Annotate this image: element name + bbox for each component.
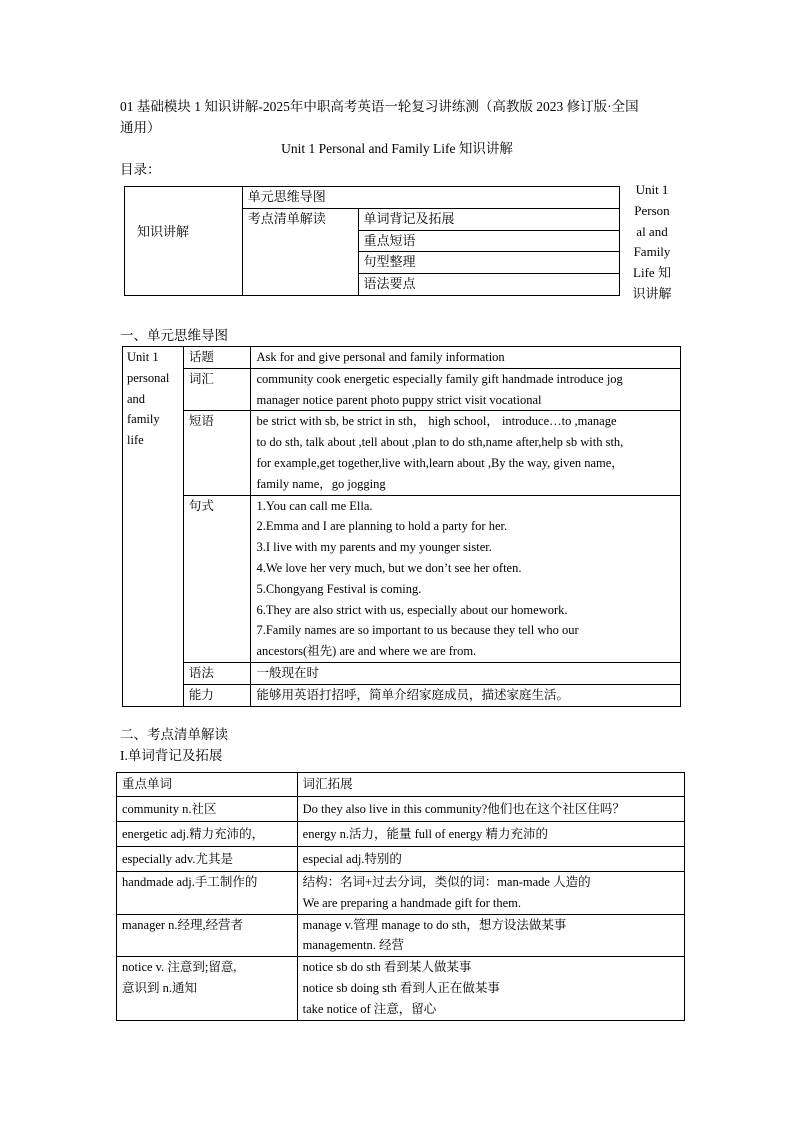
ext-line: Do they also live in this community?他们也在这个社区住吗？: [302, 802, 625, 816]
unit-line: Unit 1: [127, 350, 159, 364]
vocab-ext: [297, 847, 684, 872]
toc-item[interactable]: 语法要点: [358, 274, 619, 296]
toc-checklist[interactable]: 考点清单解读: [247, 210, 326, 226]
row-label-sentences: 句式: [183, 495, 251, 662]
ext-line: We are preparing a handmade gift for them.: [302, 895, 521, 910]
toc-item[interactable]: 重点短语: [358, 230, 619, 252]
word-line: community n.社区: [122, 802, 217, 816]
unit-cell: [123, 347, 184, 707]
vocab-word: [117, 914, 298, 957]
row-label-vocab: 词汇: [183, 368, 251, 411]
section2-heading: 二、考点清单解读: [120, 727, 228, 742]
toc-side-line: Family: [633, 244, 671, 260]
content-line: 一般现在时: [256, 665, 319, 680]
doc-title-line1: 01 基础模块 1 知识讲解-2025年中职高考英语一轮复习讲练测（高教版 2023 修订版·全国: [120, 99, 639, 114]
doc-title-line2: 通用）: [120, 120, 161, 135]
unit-line: life: [127, 433, 144, 448]
toc-side-line: Life 知: [633, 265, 671, 281]
row-content-ability: [251, 684, 681, 706]
content-line: be strict with sb, be strict in sth， high school， introduce…to ,manage: [256, 414, 617, 429]
toc-side-line: al and: [636, 223, 668, 239]
word-line: notice v. 注意到;留意,: [122, 960, 237, 975]
ext-line: take notice of 注意，留心: [302, 1001, 437, 1016]
content-line: for example,get together,live with,learn about ,By the way, given name，: [256, 455, 624, 470]
content-line: Ask for and give personal and family information: [256, 350, 505, 364]
section1-heading: 一、单元思维导图: [120, 328, 228, 343]
content-line: family name，go jogging: [256, 476, 386, 491]
vocab-header-word: 重点单词: [117, 773, 298, 797]
unit-line: personal: [127, 370, 170, 385]
word-line: especially adv.尤其是: [122, 852, 233, 866]
content-line: 4.We love her very much, but we don’t see her often.: [256, 560, 522, 575]
toc-label: 目录：: [120, 162, 161, 177]
content-line: 1.You can call me Ella.: [256, 498, 373, 513]
unit-line: and: [127, 391, 146, 406]
subsection-heading: I.单词背记及拓展: [120, 748, 223, 763]
unit-heading: Unit 1 Personal and Family Life 知识讲解: [281, 141, 513, 156]
row-label-topic: 话题: [183, 347, 251, 369]
content-line: ancestors(祖先) are and where we are from.: [256, 644, 477, 659]
content-line: 能够用英语打招呼，简单介绍家庭成员，描述家庭生活。: [256, 687, 569, 702]
toc-side-line: Person: [634, 202, 670, 218]
ext-line: notice sb do sth 看到某人做某事: [302, 960, 472, 975]
content-line: 7.Family names are so important to us because they tell who our: [256, 623, 579, 638]
ext-line: notice sb doing sth 看到人正在做某事: [302, 980, 500, 995]
ext-line: especial adj.特别的: [302, 852, 402, 866]
vocab-word: [117, 797, 298, 822]
row-content-sentences: [251, 495, 681, 662]
word-line: 意识到 n.通知: [122, 980, 198, 995]
vocab-ext: [297, 797, 684, 822]
vocab-ext: [297, 957, 684, 1020]
row-label-phrases: 短语: [183, 411, 251, 495]
toc-table: [124, 186, 620, 296]
vocab-word: [117, 957, 298, 1020]
content-line: 2.Emma and I are planning to hold a party for her.: [256, 519, 508, 534]
toc-item[interactable]: 句型整理: [358, 252, 619, 274]
ext-line: managementn. 经营: [302, 938, 405, 953]
unit-line: family: [127, 412, 160, 427]
toc-checklist-cell: [242, 208, 358, 295]
vocab-word: [117, 847, 298, 872]
content-line: 5.Chongyang Festival is coming.: [256, 581, 422, 596]
row-label-grammar: 语法: [183, 662, 251, 684]
vocab-ext: [297, 872, 684, 915]
vocab-ext: [297, 822, 684, 847]
toc-side-line: Unit 1: [635, 182, 669, 197]
word-line: handmade adj.手工制作的: [122, 875, 258, 889]
content-line: 6.They are also strict with us, especially about our homework.: [256, 602, 568, 617]
row-content-grammar: [251, 662, 681, 684]
row-label-ability: 能力: [183, 684, 251, 706]
word-line: energetic adj.精力充沛的，: [122, 827, 265, 841]
mindmap-table: [122, 346, 681, 707]
row-content-topic: [251, 347, 681, 369]
vocab-ext: [297, 914, 684, 957]
vocab-header-ext: 词汇拓展: [297, 773, 684, 797]
toc-section-cell: [125, 187, 243, 296]
vocab-word: [117, 822, 298, 847]
content-line: community cook energetic especially family gift handmade introduce jog: [256, 371, 623, 386]
vocab-table: [116, 772, 685, 1021]
content-line: manager notice parent photo puppy strict visit vocational: [256, 392, 542, 407]
ext-line: manage v.管理 manage to do sth，想方设法做某事: [302, 917, 567, 932]
row-content-phrases: [251, 411, 681, 495]
toc-side-label: [624, 180, 680, 305]
toc-mindmap[interactable]: 单元思维导图: [242, 187, 619, 209]
word-line: manager n.经理,经营者: [122, 917, 244, 932]
vocab-word: [117, 872, 298, 915]
content-line: 3.I live with my parents and my younger sister.: [256, 540, 492, 555]
toc-item[interactable]: 单词背记及拓展: [358, 208, 619, 230]
content-line: to do sth, talk about ,tell about ,plan to do sth,name after,help sb with sth,: [256, 435, 624, 450]
toc-section: 知识讲解: [137, 223, 190, 239]
ext-line: 结构：名词+过去分词，类似的词：man-made 人造的: [302, 875, 591, 889]
ext-line: energy n.活力，能量 full of energy 精力充沛的: [302, 827, 548, 841]
toc-side-line: 识讲解: [632, 285, 672, 301]
row-content-vocab: [251, 368, 681, 411]
